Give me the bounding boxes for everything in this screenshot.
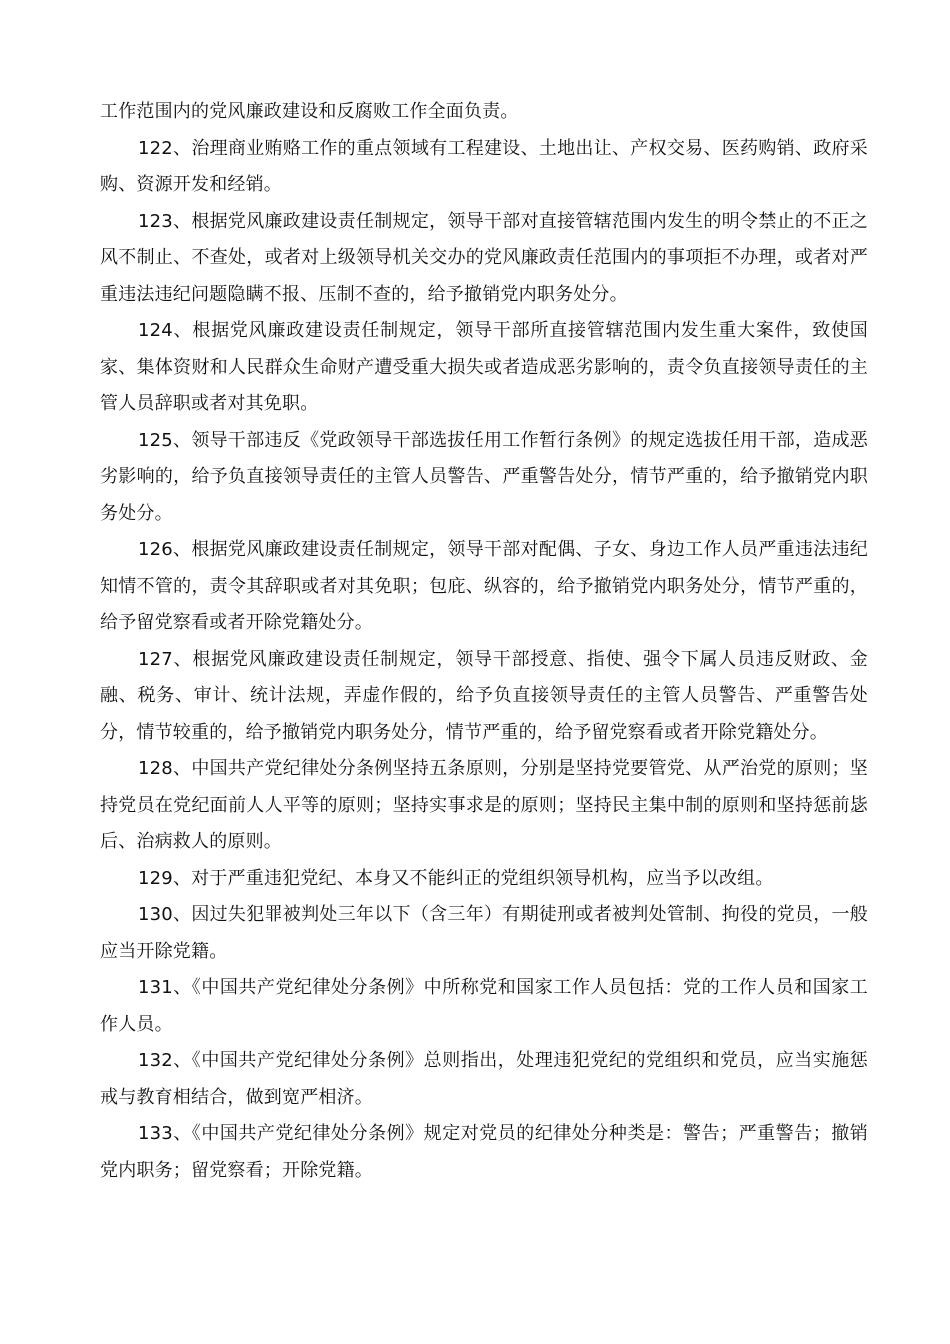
paragraph-132: 132、《中国共产党纪律处分条例》总则指出，处理违犯党纪的党组织和党员，应当实施惩戒与教育相结合，做到宽严相济。 — [100, 1050, 868, 1108]
paragraph-131: 131、《中国共产党纪律处分条例》中所称党和国家工作人员包括：党的工作人员和国家工作人员。 — [100, 977, 868, 1035]
paragraph-125: 125、领导干部违反《党政领导干部选拔任用工作暂行条例》的规定选拔任用干部，造成恶劣影响的，给予负直接领导责任的主管人员警告、严重警告处分，情节严重的，给予撤销党内职务处分。 — [100, 429, 868, 524]
paragraph-126: 126、根据党风廉政建设责任制规定，领导干部对配偶、子女、身边工作人员严重违法违纪知情不管的，责令其辞职或者对其免职；包庇、纵容的，给予撤销党内职务处分，情节严重的，给予留党察看或者开除党籍处分。 — [100, 539, 868, 633]
paragraph-128: 128、中国共产党纪律处分条例坚持五条原则，分别是坚持党要管党、从严治党的原则；坚持党员在党纪面前人人平等的原则；坚持实事求是的原则；坚持民主集中制的原则和坚持惩前毖后、治病救人的原则。 — [100, 758, 868, 852]
paragraph-133: 133、《中国共产党纪律处分条例》规定对党员的纪律处分种类是：警告；严重警告；撤销党内职务；留党察看；开除党籍。 — [100, 1123, 868, 1181]
paragraph-121-continuation: 工作范围内的党风廉政建设和反腐败工作全面负责。 — [100, 101, 519, 122]
paragraph-123: 123、根据党风廉政建设责任制规定，领导干部对直接管辖范围内发生的明令禁止的不正之风不制止、不查处，或者对上级领导机关交办的党风廉政责任范围内的事项拒不办理，或者对严重违法违纪问题隐瞒不报、压制不查的，给予撤销党内职务处分。 — [100, 210, 868, 305]
paragraph-124: 124、根据党风廉政建设责任制规定，领导干部所直接管辖范围内发生重大案件，致使国家、集体资财和人民群众生命财产遭受重大损失或者造成恶劣影响的，责令负直接领导责任的主管人员辞职或者对其免职。 — [100, 320, 868, 414]
document-page — [100, 94, 868, 1189]
paragraph-129: 129、对于严重违犯党纪、本身又不能纠正的党组织领导机构，应当予以改组。 — [138, 867, 774, 889]
paragraph-127: 127、根据党风廉政建设责任制规定，领导干部授意、指使、强令下属人员违反财政、金融、税务、审计、统计法规，弄虚作假的，给予负直接领导责任的主管人员警告、严重警告处分，情节较重的，给予撤销党内职务处分，情节严重的，给予留党察看或者开除党籍处分。 — [100, 648, 868, 743]
paragraph-122: 122、治理商业贿赂工作的重点领域有工程建设、土地出让、产权交易、医药购销、政府采购、资源开发和经销。 — [100, 137, 868, 195]
paragraph-130: 130、因过失犯罪被判处三年以下（含三年）有期徒刑或者被判处管制、拘役的党员，一般应当开除党籍。 — [100, 904, 868, 962]
